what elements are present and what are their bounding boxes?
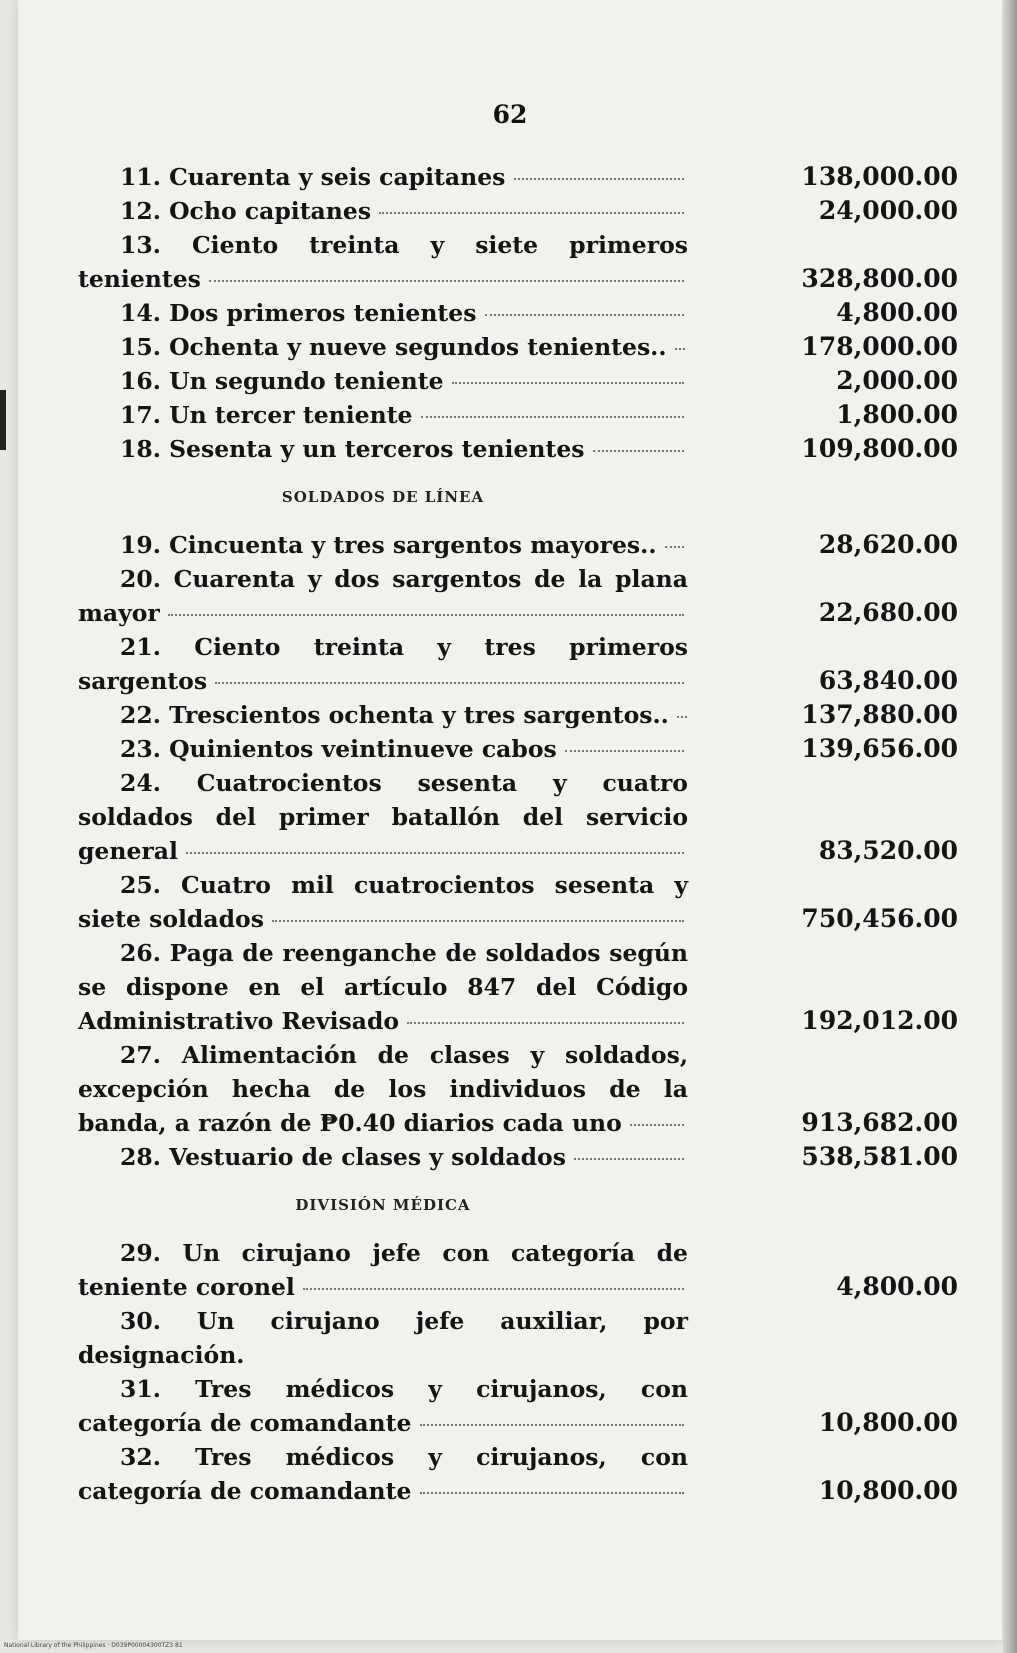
budget-item [78, 1140, 958, 1174]
item-description [78, 1304, 688, 1372]
item-text: Tres médicos y cirujanos, con categoría de comandante [78, 1375, 688, 1437]
item-description [78, 364, 688, 398]
item-text: Sesenta y un terceros tenientes [169, 435, 585, 463]
item-amount: 28,620.00 [818, 530, 958, 559]
item-text: Cuatrocientos sesenta y cuatro soldados del primer batallón del servicio general [78, 769, 688, 865]
item-text: Ochenta y nueve segundos tenientes.. [169, 333, 667, 361]
item-amount: 913,682.00 [801, 1108, 958, 1137]
item-amount: 138,000.00 [801, 162, 958, 191]
item-number: 23. [120, 735, 161, 763]
dot-leader [272, 920, 684, 922]
item-text: Un cirujano jefe con categoría de teniente coronel [78, 1239, 688, 1301]
item-number: 31. [120, 1375, 161, 1403]
item-number: 32. [120, 1443, 161, 1471]
item-amount: 109,800.00 [801, 434, 958, 463]
item-amount: 4,800.00 [836, 1272, 958, 1301]
dot-leader [630, 1124, 684, 1126]
budget-item [78, 766, 958, 868]
item-description [78, 528, 688, 562]
item-amount: 139,656.00 [801, 734, 958, 763]
budget-item [78, 1372, 958, 1440]
budget-list [78, 160, 958, 1508]
item-description [78, 630, 688, 698]
item-amount: 137,880.00 [801, 700, 958, 729]
dot-leader [168, 614, 684, 616]
dot-leader [677, 716, 687, 718]
dot-leader [421, 416, 684, 418]
item-amount: 328,800.00 [801, 264, 958, 293]
item-description [78, 160, 688, 194]
item-text: Alimentación de clases y soldados, excepción hecha de los individuos de la banda, a razón de ₱0.40 diarios cada uno [78, 1041, 688, 1137]
document-page [18, 0, 1002, 1640]
dot-leader [420, 1492, 684, 1494]
item-amount: 10,800.00 [818, 1476, 958, 1505]
dot-leader [209, 280, 684, 282]
dot-leader [593, 450, 684, 452]
item-description [78, 698, 688, 732]
item-number: 13. [120, 231, 161, 259]
item-number: 25. [120, 871, 161, 899]
item-amount: 22,680.00 [818, 598, 958, 627]
item-description [78, 398, 688, 432]
budget-item [78, 296, 958, 330]
item-number: 17. [120, 401, 161, 429]
dot-leader [665, 546, 684, 548]
item-description [78, 868, 688, 936]
budget-item [78, 868, 958, 936]
item-number: 15. [120, 333, 161, 361]
budget-item [78, 228, 958, 296]
budget-item [78, 698, 958, 732]
item-description [78, 732, 688, 766]
item-description [78, 1440, 688, 1508]
budget-item [78, 936, 958, 1038]
item-number: 26. [120, 939, 161, 967]
item-number: 11. [120, 163, 161, 191]
item-number: 18. [120, 435, 161, 463]
budget-item [78, 194, 958, 228]
dot-leader [485, 314, 684, 316]
budget-item [78, 630, 958, 698]
budget-item [78, 1038, 958, 1140]
budget-item [78, 562, 958, 630]
budget-item [78, 364, 958, 398]
item-amount: 10,800.00 [818, 1408, 958, 1437]
dot-leader [574, 1158, 684, 1160]
item-text: Cincuenta y tres sargentos mayores.. [169, 531, 657, 559]
item-description [78, 432, 688, 466]
item-amount: 178,000.00 [801, 332, 958, 361]
item-text: Un segundo teniente [169, 367, 444, 395]
item-number: 19. [120, 531, 161, 559]
item-amount: 2,000.00 [836, 366, 958, 395]
item-number: 16. [120, 367, 161, 395]
item-text: Un tercer teniente [169, 401, 413, 429]
item-number: 22. [120, 701, 161, 729]
budget-item [78, 398, 958, 432]
dot-leader [379, 212, 684, 214]
item-description [78, 562, 688, 630]
item-text: Quinientos veintinueve cabos [169, 735, 557, 763]
item-description [78, 330, 688, 364]
item-number: 24. [120, 769, 161, 797]
item-amount: 83,520.00 [818, 836, 958, 865]
item-number: 29. [120, 1239, 161, 1267]
dot-leader [186, 852, 684, 854]
item-number: 12. [120, 197, 161, 225]
item-text: Ciento treinta y siete primeros tenientes [78, 231, 688, 293]
item-text: Paga de reenganche de soldados según se dispone en el artículo 847 del Código Administrativo Revisado [78, 939, 689, 1035]
item-description [78, 1236, 688, 1304]
budget-item [78, 1304, 958, 1372]
budget-item [78, 330, 958, 364]
section-title: SOLDADOS DE LÍNEA [281, 488, 485, 506]
budget-item [78, 432, 958, 466]
item-amount: 4,800.00 [836, 298, 958, 327]
page-number: 62 [492, 100, 528, 129]
dot-leader [215, 682, 684, 684]
dot-leader [303, 1288, 684, 1290]
budget-item [78, 1236, 958, 1304]
dot-leader [675, 348, 685, 350]
scan-footer: National Library of the Philippines · D039P00004300TZ3 81 [4, 1642, 183, 1649]
item-description [78, 766, 688, 868]
item-description [78, 1038, 688, 1140]
budget-item [78, 528, 958, 562]
item-number: 30. [120, 1307, 161, 1335]
item-number: 27. [120, 1041, 161, 1069]
budget-item [78, 732, 958, 766]
item-text: Un cirujano jefe auxiliar, por designación. [78, 1307, 688, 1369]
dot-leader [407, 1022, 684, 1024]
item-description [78, 1140, 688, 1174]
item-description [78, 194, 688, 228]
page-edge-shadow [1003, 0, 1017, 1653]
item-amount: 750,456.00 [801, 904, 958, 933]
item-amount: 1,800.00 [836, 400, 958, 429]
budget-item [78, 160, 958, 194]
item-amount: 192,012.00 [801, 1006, 958, 1035]
dot-leader [452, 382, 684, 384]
item-description [78, 936, 688, 1038]
item-text: Cuarenta y seis capitanes [169, 163, 506, 191]
dot-leader [514, 178, 684, 180]
item-text: Trescientos ochenta y tres sargentos.. [169, 701, 669, 729]
item-description [78, 296, 688, 330]
item-number: 20. [120, 565, 161, 593]
item-description [78, 228, 688, 296]
item-text: Vestuario de clases y soldados [169, 1143, 566, 1171]
item-number: 14. [120, 299, 161, 327]
item-description [78, 1372, 688, 1440]
scan-spine-mark [0, 390, 6, 450]
item-text: Ocho capitanes [169, 197, 372, 225]
item-text: Cuatro mil cuatrocientos sesenta y siete soldados [78, 871, 689, 933]
dot-leader [565, 750, 684, 752]
item-text: Cuarenta y dos sargentos de la plana mayor [78, 565, 688, 627]
budget-item [78, 1440, 958, 1508]
item-text: Tres médicos y cirujanos, con categoría de comandante [78, 1443, 688, 1505]
item-amount: 63,840.00 [818, 666, 958, 695]
item-text: Ciento treinta y tres primeros sargentos [78, 633, 688, 695]
item-number: 21. [120, 633, 161, 661]
dot-leader [420, 1424, 684, 1426]
item-amount: 538,581.00 [801, 1142, 958, 1171]
section-title: DIVISIÓN MÉDICA [295, 1196, 471, 1214]
item-number: 28. [120, 1143, 161, 1171]
item-text: Dos primeros tenientes [169, 299, 477, 327]
item-amount: 24,000.00 [818, 196, 958, 225]
